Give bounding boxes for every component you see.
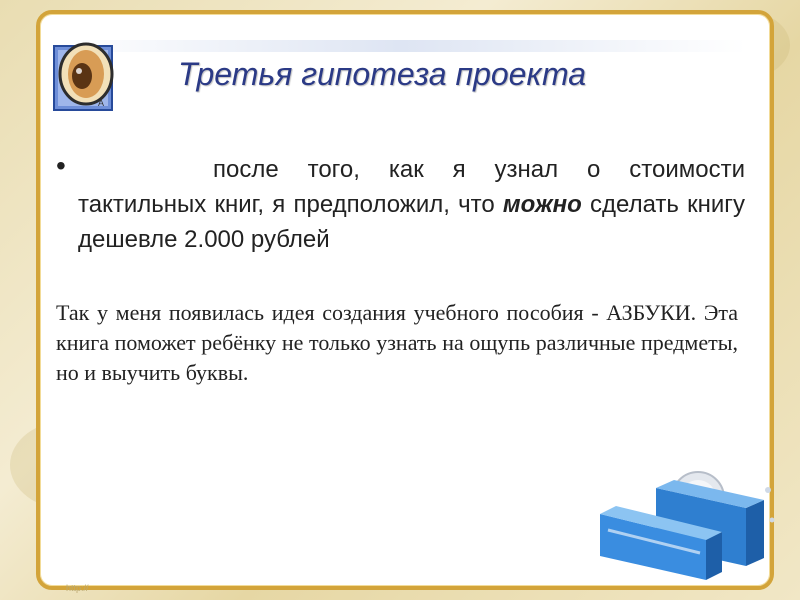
hypothesis-emphasis: можно — [502, 191, 582, 218]
svg-text:A: A — [98, 98, 105, 108]
books-and-disc-icon — [596, 470, 776, 590]
hypothesis-text — [78, 152, 745, 257]
bullet-icon: • — [56, 150, 66, 181]
title-band — [56, 40, 746, 52]
hypothesis-text-before: после того, как я узнал о стоимости тактильных книг, я предположил, что — [78, 156, 745, 218]
page-title: Третья гипотеза проекта — [178, 56, 587, 92]
watermark: http:// — [66, 583, 89, 593]
eye-logo-icon — [52, 40, 118, 114]
idea-paragraph: Так у меня появилась идея создания учебного пособия - АЗБУКИ. Эта книга поможет ребёнку не только узнать на ощупь различные предметы, но и выучить буквы. — [56, 300, 738, 385]
hypothesis-text-after: сделать книгу дешевле 2.000 рублей — [78, 191, 746, 253]
